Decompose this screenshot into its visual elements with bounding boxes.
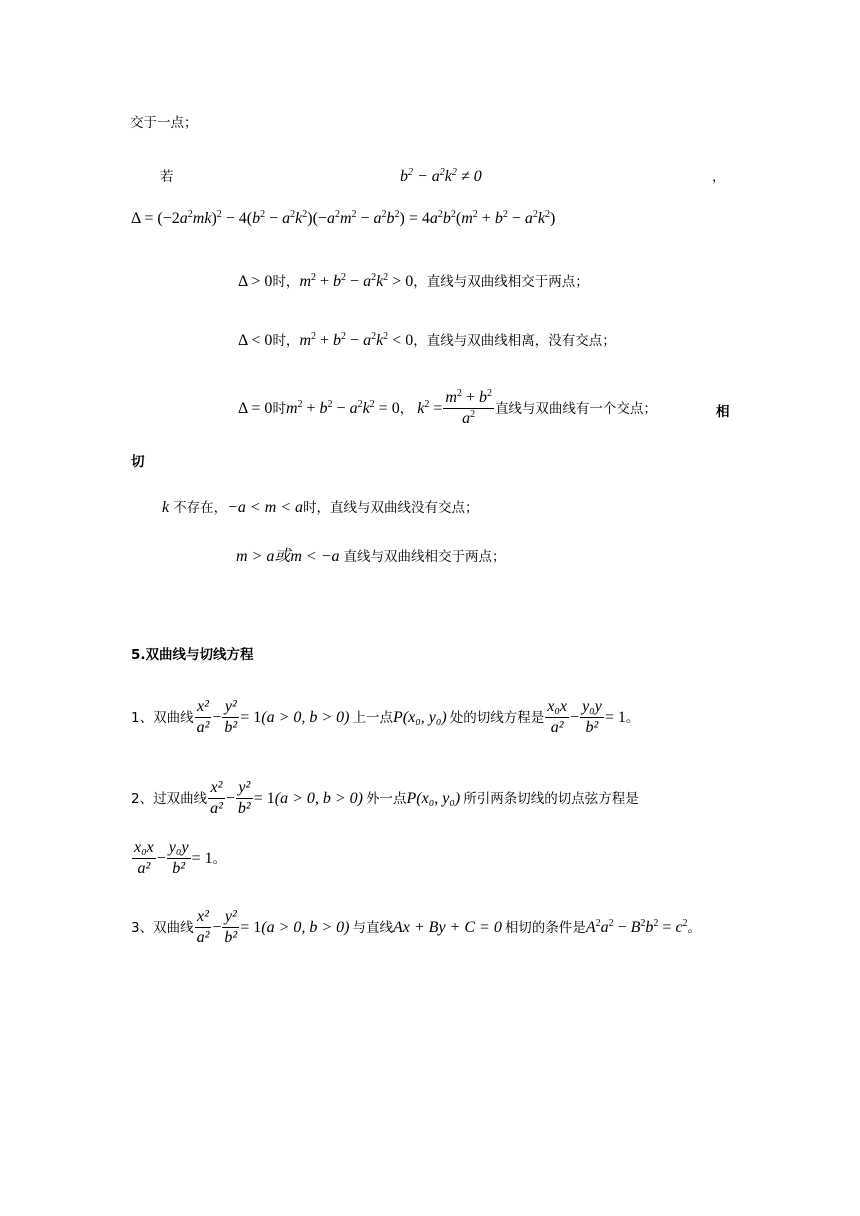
fraction-numerator: x² <box>195 697 212 718</box>
fraction-denominator: b² <box>172 860 186 877</box>
fraction-denominator: b² <box>224 719 238 736</box>
item-2-formula <box>131 838 226 879</box>
fraction-numerator: x² <box>195 907 212 928</box>
text-shi: 时， <box>272 274 300 290</box>
fraction-numerator: y² <box>236 778 253 799</box>
fraction-denominator: b² <box>224 929 238 946</box>
case-delta-positive <box>238 271 589 293</box>
fraction-x2-a2 <box>195 697 212 738</box>
text-comma: ， <box>399 400 414 417</box>
period: 。 <box>212 850 227 867</box>
minus-sign: − <box>212 708 222 726</box>
minus-sign: − <box>156 849 166 867</box>
text-shi: 时， <box>272 333 300 349</box>
formula-delta-lt-0: Δ < 0 <box>238 332 273 349</box>
fraction-denominator: b² <box>585 719 599 736</box>
item-1-tangent-text: 处的切线方程是 <box>449 709 545 726</box>
equals-one: = 1 <box>240 918 262 936</box>
item-2-lead: 2、过双曲线 <box>131 790 208 807</box>
text-line-intersect-one: 交于一点； <box>130 115 198 131</box>
condition-a-b-positive: (a > 0, b > 0) <box>261 918 350 936</box>
formula-delta-eq-0: Δ = 0 <box>238 399 273 417</box>
fraction-denominator: a² <box>196 929 210 946</box>
equals-one: = 1 <box>191 849 213 867</box>
item-2-mid: 外一点 <box>366 790 407 807</box>
formula-m2-b2-a2k2-eq-0: $m^2 + b^2 - a^2k^2 = 0$ <box>285 398 400 417</box>
formula-delta-gt-0: Δ > 0 <box>238 273 273 290</box>
fraction-y2-b2 <box>222 907 239 948</box>
minus-sign: − <box>570 708 580 726</box>
text-qie: 切 <box>131 454 145 470</box>
text-not-exist: 不存在， <box>173 500 228 516</box>
item-3-lead: 3、双曲线 <box>131 919 194 936</box>
formula-minus-a-lt-m-lt-a: −a < m < a <box>227 499 304 516</box>
formula-k2-eq: $k^2$ = <box>417 398 443 417</box>
fraction-numerator: x₀x <box>545 697 569 718</box>
item-1 <box>131 697 639 738</box>
fraction-numerator: $m^2 + b^2$ <box>443 388 494 409</box>
text-two-intersections: 直线与双曲线相交于两点； <box>343 549 506 565</box>
fraction-numerator: x² <box>208 778 225 799</box>
formula-delta-expansion: $\Delta = (-2a^2mk)^2 - 4(b^2 - a^2k^2)(-a^2m^2 - a^2b^2) = 4a^2b^2(m^2 + b^2 - a^2k^2)$ <box>131 209 556 227</box>
fraction-denominator: a² <box>196 719 210 736</box>
fraction-y2-b2 <box>236 778 253 819</box>
fraction-x0x-a2 <box>132 838 156 879</box>
condition-a-b-positive: (a > 0, b > 0) <box>261 708 350 726</box>
point-p: P(x₀, y₀) <box>393 708 447 726</box>
fraction-denominator: a² <box>550 719 564 736</box>
item-3 <box>131 907 701 948</box>
fraction-numerator: y₀y <box>167 838 191 859</box>
text-no-intersection: 时，直线与双曲线没有交点； <box>303 500 479 516</box>
minus-sign: − <box>225 789 235 807</box>
fraction-numerator: y² <box>222 697 239 718</box>
text-comma: ， <box>712 169 726 185</box>
fraction-numerator: x₀x <box>132 838 156 859</box>
text-one-intersection: 直线与双曲线有一个交点； <box>494 400 657 417</box>
formula-tangent-condition: $A^2a^2 - B^2b^2 = c^2$ <box>585 917 688 936</box>
fraction-x0x-a2 <box>545 697 569 738</box>
point-p: P(x₀, y₀) <box>406 789 461 807</box>
text-ruo: 若 <box>160 169 174 185</box>
fraction-y0y-b2 <box>580 697 604 738</box>
symbol-k: k <box>162 499 170 516</box>
item-2 <box>131 778 639 819</box>
formula-b2-a2k2-neq-0: $b^2 - a^2k^2 \ne 0$ <box>400 167 482 185</box>
formula-line-equation: Ax + By + C = 0 <box>393 918 502 936</box>
formula-m-gt-a-or-m-lt-minus-a: m > a或m < −a <box>236 548 340 565</box>
case-delta-negative <box>238 330 616 352</box>
item-2-chord-text: 所引两条切线的切点弦方程是 <box>463 790 639 807</box>
formula-m2-b2-a2k2-lt-0: $m^2 + b^2 - a^2k^2 < 0$ <box>299 331 414 349</box>
fraction-y0y-b2 <box>167 838 191 879</box>
case-delta-zero <box>238 388 657 429</box>
equals-one: = 1 <box>604 708 626 726</box>
fraction-k2 <box>443 388 494 429</box>
item-1-lead: 1、双曲线 <box>131 709 194 726</box>
text-two-intersections: ，直线与双曲线相交于两点； <box>413 274 589 290</box>
period: 。 <box>687 919 702 936</box>
case-k-not-exist <box>162 497 479 519</box>
formula-m2-b2-a2k2-gt-0: $m^2 + b^2 - a^2k^2 > 0$ <box>299 272 414 290</box>
case-m-outside <box>236 546 506 568</box>
equals-one: = 1 <box>240 708 262 726</box>
fraction-denominator: b² <box>237 800 251 817</box>
fraction-denominator: a² <box>210 800 223 817</box>
fraction-denominator: $a^2$ <box>462 409 476 427</box>
fraction-numerator: y² <box>222 907 239 928</box>
fraction-y2-b2 <box>222 697 239 738</box>
equals-one: = 1 <box>253 789 275 807</box>
period: 。 <box>625 709 640 726</box>
text-xiang: 相 <box>716 404 730 420</box>
fraction-denominator: a² <box>137 860 151 877</box>
text-no-intersection: ，直线与双曲线相离，没有交点； <box>413 333 616 349</box>
fraction-numerator: y₀y <box>580 697 604 718</box>
fraction-x2-a2 <box>195 907 212 948</box>
text-shi: 时 <box>272 400 286 417</box>
item-3-condition-text: 相切的条件是 <box>504 919 586 936</box>
condition-a-b-positive: (a > 0, b > 0) <box>274 789 363 807</box>
fraction-x2-a2 <box>208 778 225 819</box>
item-3-mid: 与直线 <box>352 919 393 936</box>
item-1-mid: 上一点 <box>352 709 393 726</box>
minus-sign: − <box>212 918 222 936</box>
section-title: 5.双曲线与切线方程 <box>131 647 254 663</box>
